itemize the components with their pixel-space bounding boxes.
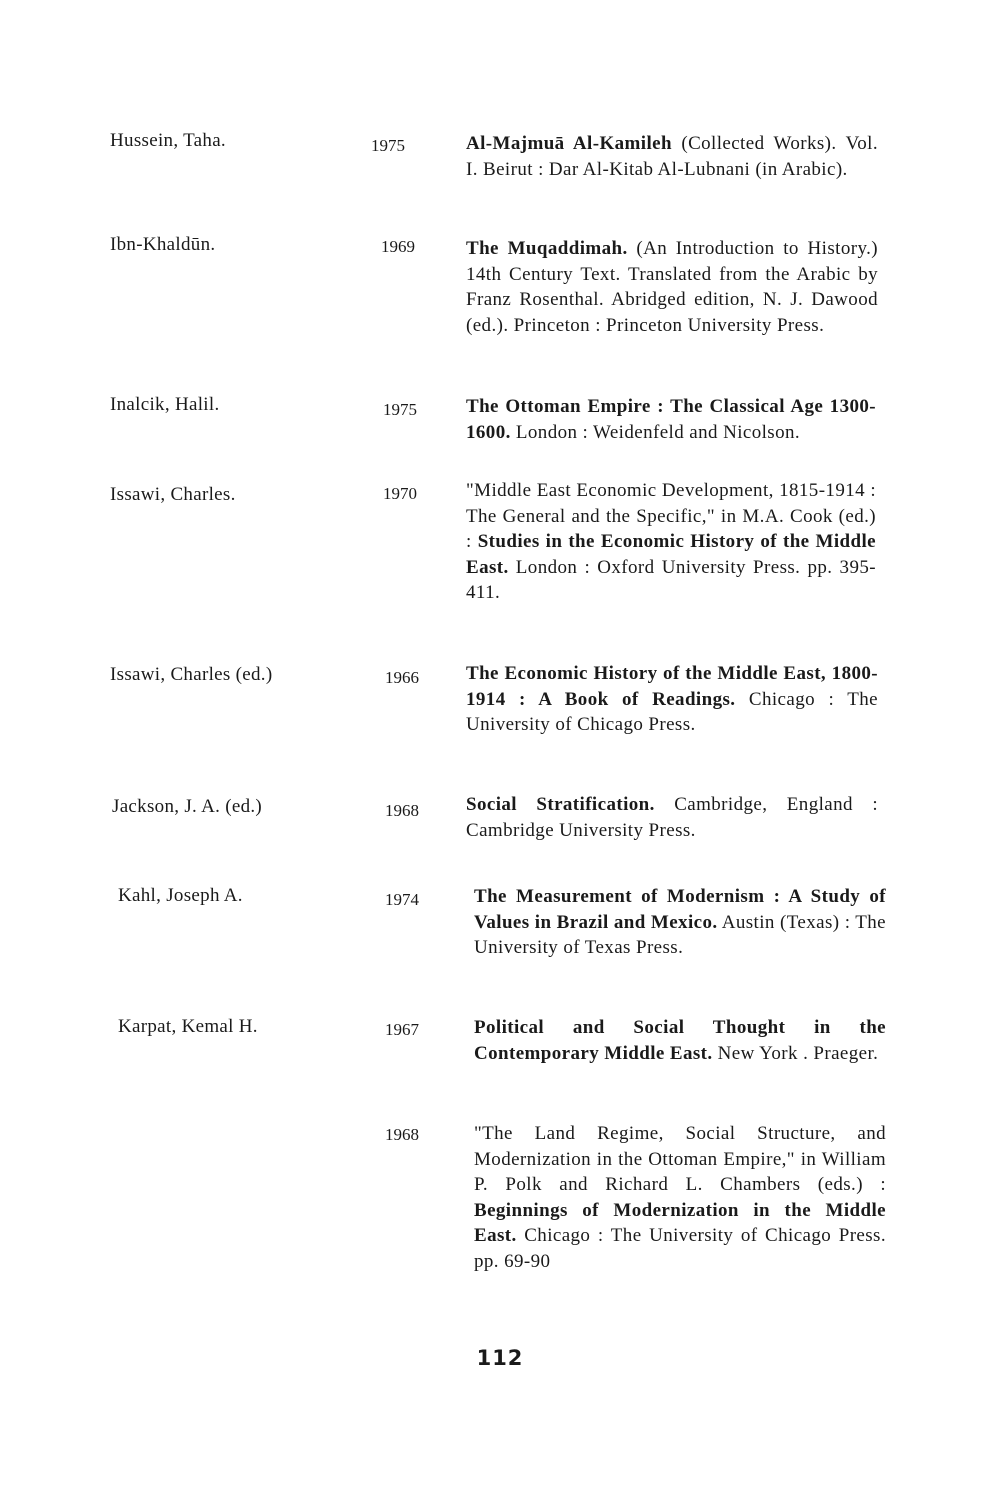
reference-details: "Middle East Economic Development, 1815-1914 : The General and the Specific," in M.A. Cook (ed.) : (466, 480, 876, 552)
reference-text (474, 1121, 886, 1274)
reference-title: Political and Social Thought in the Contemporary Middle East. (474, 1017, 886, 1064)
reference-text (466, 131, 878, 182)
reference-text (466, 478, 876, 606)
reference-details: Chicago : The University of Chicago Press. pp. 69-90 (474, 1225, 886, 1272)
author-name: Jackson, J. A. (ed.) (112, 796, 263, 817)
author-name: Inalcik, Halil. (110, 394, 220, 415)
publication-year: 1969 (381, 237, 415, 256)
reference-title: Social Stratification. (466, 794, 655, 815)
reference-title: Beginnings of Modernization in the Middle East. (474, 1199, 886, 1246)
reference-details: (Collected Works). Vol. I. Beirut : Dar Al-Kitab Al-Lubnani (in Arabic). (466, 133, 878, 180)
publication-year: 1974 (385, 890, 419, 909)
publication-year: 1970 (383, 484, 417, 503)
reference-details: (An Introduction to History.) 14th Century Text. Translated from the Arabic by Franz Rosenthal. Abridged edition, N. J. Dawood (ed.). Princeton : Princeton University Press. (466, 238, 878, 336)
reference-details: Cambridge, England : Cambridge University Press. (466, 794, 878, 841)
author-name: Ibn-Khaldūn. (110, 234, 216, 255)
reference-title: The Economic History of the Middle East, 1800-1914 : A Book of Readings. (466, 663, 878, 710)
reference-details: Chicago : The University of Chicago Press. (466, 688, 878, 735)
author-name: Hussein, Taha. (110, 130, 226, 151)
reference-details: "The Land Regime, Social Structure, and Modernization in the Ottoman Empire," in William P. Polk and Richard L. Chambers (eds.) : (474, 1123, 886, 1195)
author-name: Issawi, Charles (ed.) (110, 664, 273, 685)
author-name: Kahl, Joseph A. (118, 885, 243, 906)
reference-text (466, 236, 878, 338)
reference-text (474, 884, 886, 961)
reference-text (474, 1015, 886, 1066)
reference-title: The Muqaddimah. (466, 238, 628, 259)
reference-text (466, 394, 876, 445)
reference-title: Al-Majmuā Al-Kamileh (466, 133, 672, 154)
publication-year: 1966 (385, 668, 419, 687)
publication-year: 1968 (385, 801, 419, 820)
author-name: Issawi, Charles. (110, 484, 236, 505)
reference-text (466, 792, 878, 843)
publication-year: 1967 (385, 1020, 419, 1039)
page-number: 112 (476, 1346, 524, 1370)
reference-text (466, 661, 878, 738)
reference-title: The Measurement of Modernism : A Study of Values in Brazil and Mexico. (474, 886, 886, 933)
publication-year: 1968 (385, 1125, 419, 1144)
author-name: Karpat, Kemal H. (118, 1016, 258, 1037)
reference-details: New York . Praeger. (712, 1042, 879, 1064)
reference-details: London : Oxford University Press. pp. 395-411. (466, 556, 876, 603)
reference-title: Studies in the Economic History of the Middle East. (466, 531, 876, 578)
publication-year: 1975 (371, 136, 405, 155)
reference-title: The Ottoman Empire : The Classical Age 1300-1600. (466, 396, 876, 443)
publication-year: 1975 (383, 400, 417, 419)
reference-details: London : Weidenfeld and Nicolson. (510, 421, 801, 443)
reference-details: Austin (Texas) : The University of Texas Press. (474, 911, 886, 958)
